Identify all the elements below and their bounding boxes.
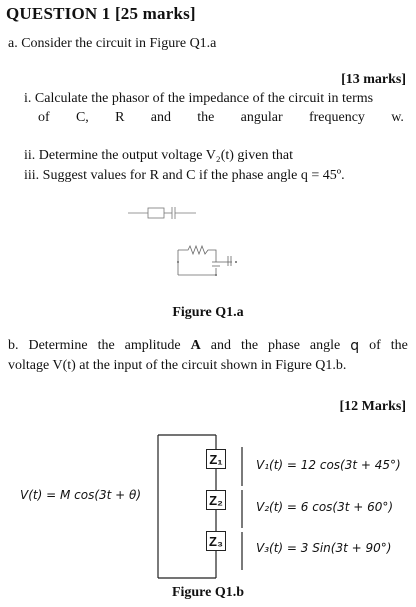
part-a-marks: [13 marks] <box>341 72 406 87</box>
impedance-z1: Z₁ <box>206 449 226 469</box>
word: the <box>197 110 215 125</box>
figure-q1a-label: Figure Q1.a <box>172 305 244 320</box>
word: b. <box>8 338 19 353</box>
v3-equation: V₃(t) = 3 Sin(3t + 90°) <box>256 541 392 555</box>
word: Determine <box>28 338 88 353</box>
word: phase <box>268 338 300 353</box>
part-a-item-1-line-1: i. Calculate the phasor of the impedance of the circuit in terms <box>24 91 374 106</box>
word: the <box>97 338 115 353</box>
word: of <box>38 110 50 125</box>
part-a-item-3: iii. Suggest values for R and C if the phase angle q = 45º. <box>24 168 345 183</box>
part-b-marks: [12 Marks] <box>339 399 406 414</box>
part-a-item-2: ii. Determine the output voltage V₂(t) given that <box>24 148 294 163</box>
v2-equation: V₂(t) = 6 cos(3t + 60°) <box>256 500 394 514</box>
word: R <box>115 110 125 125</box>
word: angle <box>309 338 341 353</box>
word: frequency <box>308 110 365 125</box>
part-a-prompt: a. Consider the circuit in Figure Q1.a <box>8 36 217 51</box>
part-b-prompt-line-2: voltage V(t) at the input of the circuit shown in Figure Q1.b. <box>8 358 347 373</box>
input-voltage-equation: V(t) = M cos(3t + θ) <box>20 488 142 502</box>
figure-q1b-label: Figure Q1.b <box>171 585 245 600</box>
word: q <box>350 338 360 354</box>
impedance-z3: Z₃ <box>206 531 226 551</box>
word: C, <box>75 110 89 125</box>
word: of <box>369 338 381 353</box>
v1-equation: V₁(t) = 12 cos(3t + 45°) <box>256 458 401 472</box>
word: and <box>150 110 171 125</box>
word: the <box>390 338 408 353</box>
word: and <box>210 338 231 353</box>
word: angular <box>240 110 283 125</box>
word: the <box>240 338 259 353</box>
word: w. <box>391 110 404 125</box>
word: A <box>190 338 201 353</box>
impedance-z2: Z₂ <box>206 490 226 510</box>
word: amplitude <box>124 338 181 353</box>
question-heading: QUESTION 1 [25 marks] <box>6 4 196 23</box>
